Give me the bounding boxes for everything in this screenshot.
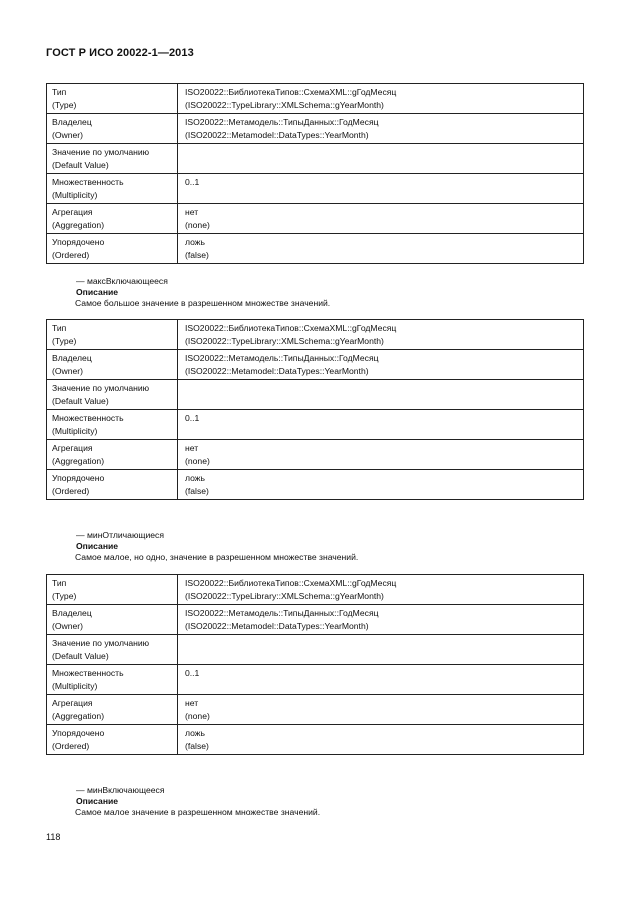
label-cell	[47, 665, 178, 695]
attribute-block	[76, 785, 320, 818]
row-default-value	[47, 144, 584, 174]
label-en: (Ordered)	[52, 485, 90, 496]
page-number: 118	[46, 832, 61, 842]
label-ru: Тип	[52, 87, 67, 97]
value-cell	[178, 605, 584, 635]
label-cell	[47, 605, 178, 635]
label-ru: Владелец	[52, 117, 92, 127]
value-ru: ложь	[185, 728, 206, 738]
description-heading: Описание	[76, 287, 119, 297]
value-en: (false)	[185, 740, 209, 751]
label-ru: Значение по умолчанию	[52, 638, 150, 648]
label-en: (Type)	[52, 335, 77, 346]
label-cell	[47, 470, 178, 500]
label-ru: Владелец	[52, 353, 92, 363]
description-heading: Описание	[76, 541, 119, 551]
label-en: (Ordered)	[52, 740, 90, 751]
label-ru: Агрегация	[52, 443, 93, 453]
row-multiplicity	[47, 174, 584, 204]
value-cell	[178, 470, 584, 500]
description-text: Самое большое значение в разрешенном множестве значений.	[75, 298, 331, 308]
value-ru: нет	[185, 207, 199, 217]
row-owner	[47, 350, 584, 380]
description-heading: Описание	[76, 796, 119, 806]
value-ru: 0..1	[185, 177, 200, 187]
value-ru: ISO20022::БиблиотекаТипов::СхемаXML::gГодМесяц	[185, 87, 397, 97]
value-ru: ISO20022::БиблиотекаТипов::СхемаXML::gГодМесяц	[185, 578, 397, 588]
value-en: (none)	[185, 710, 210, 721]
row-default-value	[47, 380, 584, 410]
value-cell	[178, 350, 584, 380]
value-cell	[178, 575, 584, 605]
label-ru: Тип	[52, 578, 67, 588]
value-cell	[178, 440, 584, 470]
label-cell	[47, 575, 178, 605]
label-cell	[47, 350, 178, 380]
label-ru: Упорядочено	[52, 237, 105, 247]
label-en: (Default Value)	[52, 159, 109, 170]
value-cell	[178, 665, 584, 695]
value-cell	[178, 410, 584, 440]
label-en: (Multiplicity)	[52, 425, 98, 436]
row-multiplicity	[47, 410, 584, 440]
label-en: (Default Value)	[52, 395, 109, 406]
row-type	[47, 320, 584, 350]
value-en: (false)	[185, 249, 209, 260]
value-cell	[178, 114, 584, 144]
label-en: (Multiplicity)	[52, 189, 98, 200]
label-cell	[47, 234, 178, 264]
value-ru: 0..1	[185, 668, 200, 678]
value-en: (ISO20022::Metamodel::DataTypes::YearMonth)	[185, 129, 369, 140]
value-en: (none)	[185, 219, 210, 230]
value-en: (none)	[185, 455, 210, 466]
label-en: (Type)	[52, 99, 77, 110]
value-en: (ISO20022::Metamodel::DataTypes::YearMonth)	[185, 620, 369, 631]
label-cell	[47, 440, 178, 470]
row-aggregation	[47, 204, 584, 234]
row-default-value	[47, 635, 584, 665]
label-en: (Type)	[52, 590, 77, 601]
row-type	[47, 84, 584, 114]
value-ru: ISO20022::Метамодель::ТипыДанных::ГодМесяц	[185, 117, 379, 127]
value-en: (ISO20022::TypeLibrary::XMLSchema::gYearMonth)	[185, 335, 384, 346]
label-en: (Multiplicity)	[52, 680, 98, 691]
label-en: (Ordered)	[52, 249, 90, 260]
row-owner	[47, 605, 584, 635]
label-ru: Владелец	[52, 608, 92, 618]
value-cell	[178, 174, 584, 204]
row-owner	[47, 114, 584, 144]
value-cell	[178, 234, 584, 264]
value-ru: ложь	[185, 237, 206, 247]
document-header: ГОСТ Р ИСО 20022-1—2013	[46, 47, 194, 59]
label-en: (Aggregation)	[52, 710, 105, 721]
label-en: (Owner)	[52, 129, 84, 140]
label-ru: Агрегация	[52, 698, 93, 708]
value-cell	[178, 320, 584, 350]
value-ru: нет	[185, 443, 199, 453]
attribute-block	[76, 276, 330, 309]
label-en: (Default Value)	[52, 650, 109, 661]
attribute-name: — минОтличающиеся	[76, 530, 164, 540]
label-ru: Упорядочено	[52, 728, 105, 738]
description-text: Самое малое значение в разрешенном множестве значений.	[75, 807, 321, 817]
label-cell	[47, 380, 178, 410]
label-ru: Упорядочено	[52, 473, 105, 483]
value-cell	[178, 144, 584, 174]
row-ordered	[47, 234, 584, 264]
value-ru: 0..1	[185, 413, 200, 423]
row-type	[47, 575, 584, 605]
value-en: (ISO20022::Metamodel::DataTypes::YearMonth)	[185, 365, 369, 376]
value-en: (false)	[185, 485, 209, 496]
label-ru: Значение по умолчанию	[52, 147, 150, 157]
attribute-block	[76, 530, 358, 563]
row-aggregation	[47, 440, 584, 470]
label-cell	[47, 725, 178, 755]
attribute-name: — минВключающееся	[76, 785, 165, 795]
description-text: Самое малое, но одно, значение в разрешенном множестве значений.	[75, 552, 359, 562]
row-ordered	[47, 470, 584, 500]
label-cell	[47, 320, 178, 350]
label-ru: Агрегация	[52, 207, 93, 217]
label-cell	[47, 144, 178, 174]
attribute-name: — максВключающееся	[76, 276, 168, 286]
value-ru: ISO20022::Метамодель::ТипыДанных::ГодМесяц	[185, 353, 379, 363]
value-cell	[178, 84, 584, 114]
value-en: (ISO20022::TypeLibrary::XMLSchema::gYearMonth)	[185, 99, 384, 110]
property-table	[46, 83, 584, 264]
value-cell	[178, 204, 584, 234]
label-cell	[47, 635, 178, 665]
value-ru: ISO20022::Метамодель::ТипыДанных::ГодМесяц	[185, 608, 379, 618]
label-en: (Aggregation)	[52, 455, 105, 466]
row-multiplicity	[47, 665, 584, 695]
label-ru: Множественность	[52, 668, 124, 678]
label-cell	[47, 695, 178, 725]
label-cell	[47, 174, 178, 204]
value-ru: ISO20022::БиблиотекаТипов::СхемаXML::gГодМесяц	[185, 323, 397, 333]
value-cell	[178, 725, 584, 755]
label-ru: Тип	[52, 323, 67, 333]
label-en: (Owner)	[52, 620, 84, 631]
label-ru: Множественность	[52, 413, 124, 423]
label-ru: Значение по умолчанию	[52, 383, 150, 393]
value-cell	[178, 635, 584, 665]
label-en: (Aggregation)	[52, 219, 105, 230]
value-ru: ложь	[185, 473, 206, 483]
value-cell	[178, 695, 584, 725]
label-ru: Множественность	[52, 177, 124, 187]
label-cell	[47, 84, 178, 114]
row-aggregation	[47, 695, 584, 725]
label-cell	[47, 114, 178, 144]
row-ordered	[47, 725, 584, 755]
value-ru: нет	[185, 698, 199, 708]
value-en: (ISO20022::TypeLibrary::XMLSchema::gYearMonth)	[185, 590, 384, 601]
label-cell	[47, 410, 178, 440]
value-cell	[178, 380, 584, 410]
property-table	[46, 574, 584, 755]
label-cell	[47, 204, 178, 234]
property-table	[46, 319, 584, 500]
label-en: (Owner)	[52, 365, 84, 376]
